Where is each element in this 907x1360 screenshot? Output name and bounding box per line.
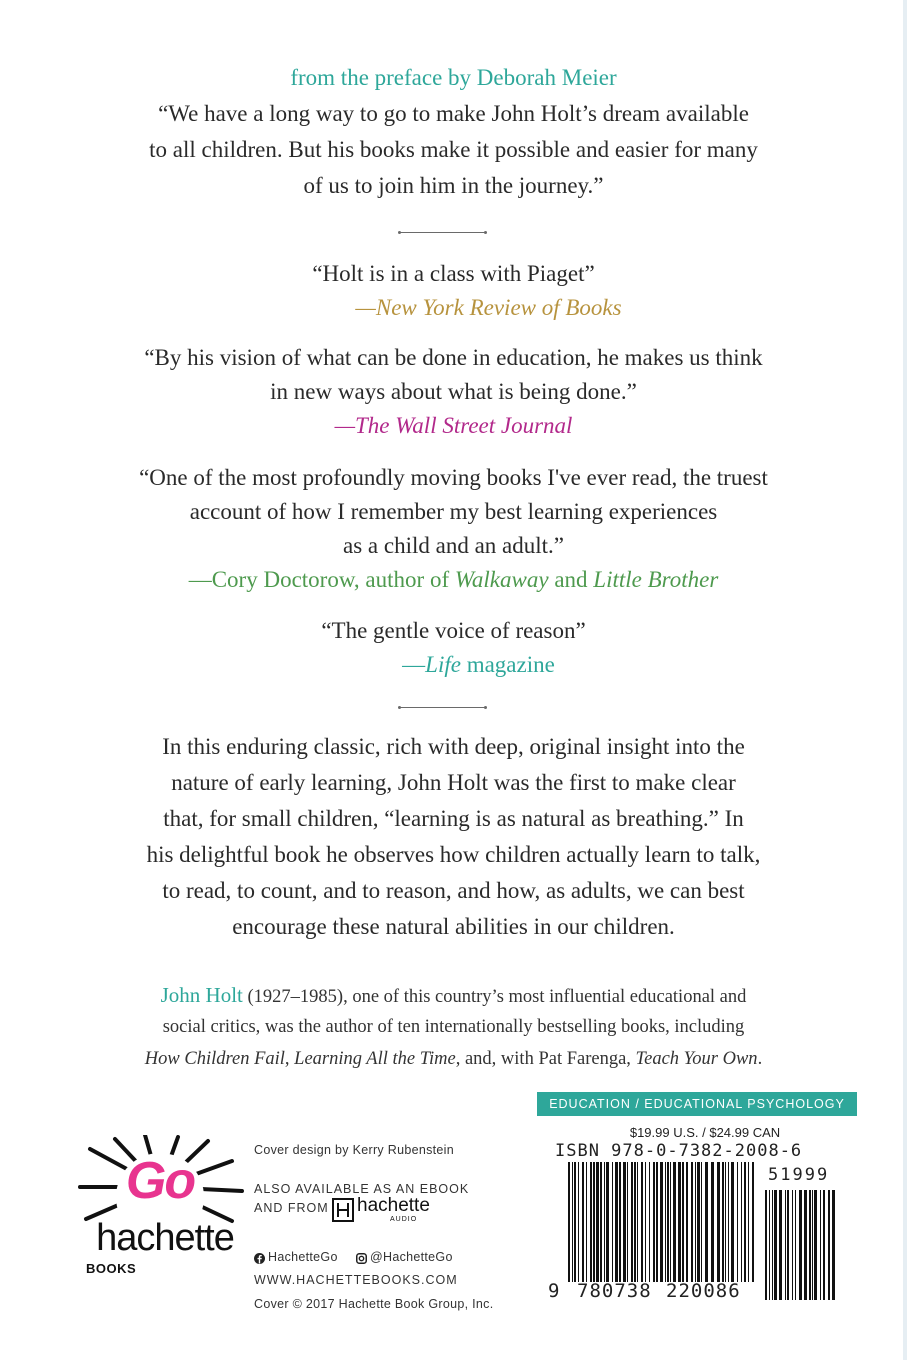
life-source-suffix: magazine [460, 652, 555, 677]
quote-doctorow-line-3: as a child and an adult.” [343, 533, 564, 558]
barcode-bar [741, 1162, 742, 1282]
barcode-bar [678, 1162, 681, 1282]
barcode-bar [731, 1162, 734, 1282]
barcode-bar [667, 1162, 669, 1282]
barcode-digits-left: 780738 [577, 1280, 652, 1302]
audio-label: AUDIO [390, 1216, 418, 1223]
barcode-bar [695, 1162, 696, 1282]
barcode-bar [619, 1162, 621, 1282]
barcode-bar [792, 1190, 793, 1300]
barcode-bar [656, 1162, 658, 1282]
barcode-bar [572, 1162, 573, 1282]
hachette-h-icon [332, 1198, 354, 1222]
barcode-bar [765, 1190, 767, 1300]
barcode-bar [634, 1162, 636, 1282]
barcode-bar [728, 1162, 729, 1282]
barcode-bar [812, 1190, 813, 1300]
barcode-bar [804, 1190, 807, 1300]
barcode-bar [711, 1162, 714, 1282]
description-line-4: his delightful book he observes how children actually learn to talk, [146, 842, 761, 867]
preface-line-1: “We have a long way to go to make John Holt’s dream available [158, 101, 749, 126]
instagram-handle-text: @HachetteGo [370, 1250, 453, 1264]
barcode-bar [586, 1162, 587, 1282]
divider-bottom [400, 707, 485, 708]
barcode-bar [645, 1162, 646, 1282]
book-how-children-fail: How Children Fail [144, 1049, 285, 1069]
barcode-bar [665, 1162, 666, 1282]
bio-line-2: social critics, was the author of ten internationally bestselling books, including [162, 1017, 745, 1037]
barcode-bar [590, 1162, 592, 1282]
bio-end: . [757, 1049, 763, 1069]
barcode-bar [725, 1162, 726, 1282]
barcode-bar [779, 1190, 782, 1300]
barcode-bar [787, 1190, 789, 1300]
instagram-icon [356, 1253, 367, 1264]
barcode-bar [641, 1162, 643, 1282]
barcode-bar [717, 1162, 720, 1282]
cover-design-credit: Cover design by Kerry Rubenstein [254, 1143, 454, 1157]
barcode-bar [574, 1162, 576, 1282]
doctorow-book-walkaway: Walkaway [454, 567, 549, 592]
bio-mid: , and, with Pat Farenga, [455, 1049, 636, 1069]
barcode-bar [769, 1190, 770, 1300]
barcode-bar [660, 1162, 663, 1282]
isbn-barcode [568, 1162, 758, 1282]
ebook-note: ALSO AVAILABLE AS AN EBOOK [254, 1182, 470, 1196]
barcode-bar [752, 1162, 754, 1282]
barcode-bar [705, 1162, 708, 1282]
barcode-bar [670, 1162, 671, 1282]
barcode-bar [631, 1162, 633, 1282]
barcode-bar [785, 1190, 786, 1300]
description-line-6: encourage these natural abilities in our children. [232, 914, 675, 939]
quote-piaget: “Holt is in a class with Piaget” [312, 261, 595, 286]
life-source-dash: — [402, 652, 426, 677]
author-name: John Holt [160, 983, 243, 1007]
quote-piaget-source: —New York Review of Books [355, 295, 622, 320]
barcode-bar [600, 1162, 602, 1282]
barcode-digits-right: 220086 [666, 1280, 741, 1302]
barcode-bar [568, 1162, 570, 1282]
barcode-bar [637, 1162, 638, 1282]
doctorow-book-little-brother: Little Brother [593, 567, 719, 592]
description-line-2: nature of early learning, John Holt was the first to make clear [171, 770, 736, 795]
quote-life: “The gentle voice of reason” [321, 618, 586, 643]
logo-go: Go [125, 1152, 195, 1210]
barcode-bar [627, 1162, 628, 1282]
description-line-5: to read, to count, and to reason, and how, as adults, we can best [162, 878, 745, 903]
book-learning-all-the-time: Learning All the Time [294, 1049, 456, 1069]
barcode-bar [799, 1190, 802, 1300]
barcode-bar [832, 1190, 835, 1300]
barcode-bar [748, 1162, 749, 1282]
preface-heading: from the preface by Deborah Meier [290, 65, 617, 90]
barcode-bar [823, 1190, 825, 1300]
barcode-bar [682, 1162, 684, 1282]
bio-sep: , [284, 1049, 295, 1069]
quote-wsj-line-2: in new ways about what is being done.” [270, 379, 637, 404]
price-barcode [765, 1190, 837, 1300]
logo-hachette: hachette [96, 1217, 234, 1259]
hachette-go-logo [60, 1135, 260, 1315]
price-code: 51999 [768, 1165, 830, 1185]
barcode-bar [701, 1162, 702, 1282]
facebook-handle-text: HachetteGo [268, 1250, 338, 1264]
ebook-note-2: AND FROM [254, 1201, 329, 1215]
description-line-1: In this enduring classic, rich with deep, original insight into the [162, 734, 745, 759]
barcode-bar [820, 1190, 821, 1300]
barcode-bar [578, 1162, 579, 1282]
copyright: Cover © 2017 Hachette Book Group, Inc. [254, 1297, 494, 1311]
price: $19.99 U.S. / $24.99 CAN [629, 1125, 781, 1140]
bio-line-3 [0, 1043, 907, 1075]
barcode-bar [593, 1162, 595, 1282]
barcode-bar [673, 1162, 676, 1282]
quote-doctorow-line-1: “One of the most profoundly moving books I've ever read, the truest [139, 465, 768, 490]
divider-top [400, 232, 485, 233]
website: WWW.HACHETTEBOOKS.COM [254, 1273, 458, 1287]
doctorow-source-prefix: —Cory Doctorow, author of [188, 567, 455, 592]
barcode-digit-lead: 9 [548, 1280, 561, 1302]
barcode-bar [623, 1162, 626, 1282]
preface-line-2: to all children. But his books make it possible and easier for many [149, 137, 758, 162]
barcode-bar [615, 1162, 618, 1282]
bio-line-1-rest: (1927–1985), one of this country’s most influential educational and [242, 987, 747, 1007]
barcode-bar [772, 1190, 773, 1300]
barcode-bar [649, 1162, 650, 1282]
barcode-bar [722, 1162, 724, 1282]
barcode-bar [814, 1190, 817, 1300]
book-teach-your-own: Teach Your Own [635, 1049, 758, 1069]
doctorow-source-and: and [548, 567, 594, 592]
barcode-bar [828, 1190, 830, 1300]
description-line-3: that, for small children, “learning is as natural as breathing.” In [163, 806, 744, 831]
barcode-bar [774, 1190, 777, 1300]
barcode-bar [691, 1162, 693, 1282]
isbn: ISBN 978-0-7382-2008-6 [555, 1141, 803, 1161]
life-source-title: Life [425, 652, 461, 677]
quote-wsj-line-1: “By his vision of what can be done in education, he makes us think [144, 345, 763, 370]
barcode-bar [612, 1162, 613, 1282]
bio-line-1 [0, 979, 907, 1013]
category-badge: EDUCATION / EDUCATIONAL PSYCHOLOGY [537, 1092, 857, 1116]
barcode-bar [697, 1162, 700, 1282]
quote-doctorow-source [0, 562, 907, 598]
quote-life-source [0, 647, 907, 683]
quote-doctorow-line-2: account of how I remember my best learning experiences [189, 499, 718, 524]
logo-books: BOOKS [86, 1261, 137, 1276]
barcode-bar [737, 1162, 738, 1282]
audio-hachette: hachette [357, 1195, 430, 1216]
hachette-audio-logo [332, 1196, 452, 1226]
facebook-icon [254, 1253, 265, 1264]
quote-wsj-source: —The Wall Street Journal [334, 413, 573, 438]
barcode-bar [604, 1162, 605, 1282]
barcode-bar [744, 1162, 746, 1282]
barcode-bar [596, 1162, 599, 1282]
barcode-bar [653, 1162, 655, 1282]
barcode-bar [582, 1162, 584, 1282]
barcode-bar [795, 1190, 796, 1300]
preface-line-3: of us to join him in the journey.” [303, 173, 604, 198]
barcode-bar [809, 1190, 811, 1300]
barcode-bar [686, 1162, 688, 1282]
barcode-bar [606, 1162, 609, 1282]
